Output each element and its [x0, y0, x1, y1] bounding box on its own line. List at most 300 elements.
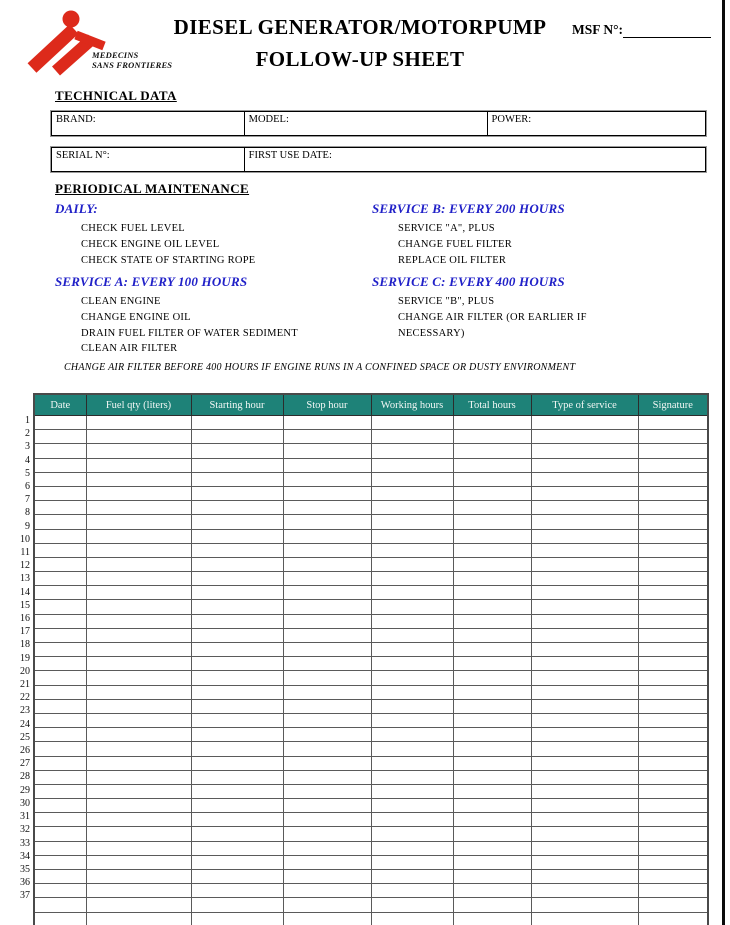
log-cell — [531, 898, 638, 912]
log-cell — [638, 430, 708, 444]
log-cell — [638, 586, 708, 600]
log-cell — [453, 444, 531, 458]
log-table-row — [34, 742, 708, 756]
log-table — [33, 393, 709, 925]
log-cell — [283, 870, 371, 884]
log-cell — [638, 657, 708, 671]
log-table-row — [34, 515, 708, 529]
log-cell — [638, 884, 708, 898]
log-cell — [531, 614, 638, 628]
technical-data-heading: TECHNICAL DATA — [55, 88, 177, 103]
log-cell — [531, 813, 638, 827]
log-cell — [86, 614, 191, 628]
log-cell — [371, 486, 453, 500]
maintenance-item: CHANGE AIR FILTER (OR EARLIER IF — [398, 311, 587, 323]
log-cell — [371, 430, 453, 444]
log-cell — [453, 799, 531, 813]
log-cell — [191, 884, 283, 898]
log-cell — [638, 444, 708, 458]
log-cell — [531, 799, 638, 813]
log-cell — [531, 643, 638, 657]
log-table-row — [34, 770, 708, 784]
log-cell — [283, 898, 371, 912]
log-table-row — [34, 600, 708, 614]
log-cell — [531, 557, 638, 571]
log-cell — [453, 784, 531, 798]
log-cell — [453, 685, 531, 699]
log-cell — [283, 557, 371, 571]
log-cell — [191, 557, 283, 571]
log-table-row — [34, 472, 708, 486]
log-cell — [453, 742, 531, 756]
log-cell — [191, 799, 283, 813]
log-cell — [531, 671, 638, 685]
log-cell — [34, 472, 86, 486]
log-cell — [191, 713, 283, 727]
log-cell — [86, 884, 191, 898]
log-row-number: 23 — [20, 705, 30, 717]
log-cell — [638, 643, 708, 657]
log-cell — [191, 855, 283, 869]
log-cell — [638, 784, 708, 798]
log-cell — [371, 572, 453, 586]
log-cell — [371, 529, 453, 543]
log-column-header: Signature — [638, 394, 708, 416]
log-cell — [453, 643, 531, 657]
log-cell — [531, 855, 638, 869]
log-cell — [86, 529, 191, 543]
log-table-row — [34, 799, 708, 813]
log-cell — [638, 614, 708, 628]
log-cell — [283, 699, 371, 713]
log-cell — [638, 841, 708, 855]
log-table-row — [34, 841, 708, 855]
log-cell — [283, 486, 371, 500]
log-cell — [531, 784, 638, 798]
log-table-row — [34, 501, 708, 515]
log-cell — [531, 543, 638, 557]
log-cell — [638, 855, 708, 869]
log-cell — [34, 898, 86, 912]
log-table-row — [34, 671, 708, 685]
log-table-body — [34, 416, 708, 925]
log-column-header: Type of service — [531, 394, 638, 416]
scan-edge-artifact — [722, 0, 725, 925]
log-cell — [531, 515, 638, 529]
log-cell — [34, 770, 86, 784]
log-cell — [531, 572, 638, 586]
log-cell — [453, 416, 531, 430]
periodical-maintenance-heading: PERIODICAL MAINTENANCE — [55, 181, 250, 196]
log-table-row — [34, 713, 708, 727]
log-cell — [371, 912, 453, 925]
log-cell — [638, 572, 708, 586]
log-row-number: 2 — [25, 428, 30, 440]
log-cell — [191, 685, 283, 699]
log-cell — [371, 444, 453, 458]
log-cell — [34, 713, 86, 727]
log-cell — [86, 799, 191, 813]
log-cell — [34, 827, 86, 841]
log-table-row — [34, 529, 708, 543]
log-cell — [283, 799, 371, 813]
log-cell — [191, 614, 283, 628]
log-cell — [371, 515, 453, 529]
log-cell — [191, 600, 283, 614]
log-cell — [86, 841, 191, 855]
log-cell — [638, 628, 708, 642]
log-cell — [453, 600, 531, 614]
log-cell — [638, 898, 708, 912]
log-cell — [283, 458, 371, 472]
log-cell — [371, 458, 453, 472]
log-row-number: 36 — [20, 877, 30, 889]
log-table-row — [34, 685, 708, 699]
log-cell — [34, 742, 86, 756]
log-cell — [531, 600, 638, 614]
log-cell — [34, 813, 86, 827]
msf-logo — [26, 8, 173, 82]
log-row-number: 1 — [25, 415, 30, 426]
log-cell — [86, 813, 191, 827]
log-cell — [86, 416, 191, 430]
log-table-row — [34, 557, 708, 571]
maintenance-grid — [55, 201, 707, 357]
log-cell — [86, 912, 191, 925]
log-cell — [34, 855, 86, 869]
log-column-header: Starting hour — [191, 394, 283, 416]
log-table-row — [34, 855, 708, 869]
log-cell — [371, 884, 453, 898]
log-cell — [638, 770, 708, 784]
log-cell — [86, 699, 191, 713]
power-field: POWER: — [491, 114, 532, 125]
log-cell — [453, 827, 531, 841]
log-cell — [371, 628, 453, 642]
log-table-row — [34, 898, 708, 912]
air-filter-note: CHANGE AIR FILTER BEFORE 400 HOURS IF ENGINE RUNS IN A CONFINED SPACE OR DUSTY ENVIRONMENT — [64, 362, 576, 373]
log-cell — [86, 486, 191, 500]
log-cell — [283, 515, 371, 529]
log-cell — [453, 855, 531, 869]
log-cell — [371, 557, 453, 571]
log-cell — [283, 770, 371, 784]
log-cell — [531, 742, 638, 756]
msf-number-blank-line — [623, 24, 711, 38]
service-title: SERVICE A: EVERY 100 HOURS — [55, 273, 248, 289]
log-cell — [34, 586, 86, 600]
log-cell — [34, 458, 86, 472]
log-table-row — [34, 444, 708, 458]
log-cell — [371, 728, 453, 742]
log-cell — [371, 799, 453, 813]
maintenance-item: CHECK STATE OF STARTING ROPE — [81, 254, 256, 266]
log-cell — [531, 416, 638, 430]
log-table-row — [34, 458, 708, 472]
maintenance-section — [372, 201, 707, 269]
log-cell — [638, 756, 708, 770]
log-row-number: 20 — [20, 665, 30, 677]
log-cell — [86, 458, 191, 472]
log-cell — [86, 557, 191, 571]
log-cell — [453, 501, 531, 515]
page-title — [150, 12, 570, 75]
log-cell — [191, 813, 283, 827]
log-cell — [453, 671, 531, 685]
log-cell — [191, 430, 283, 444]
log-row-number: 13 — [20, 573, 30, 585]
log-cell — [638, 416, 708, 430]
log-cell — [531, 728, 638, 742]
service-title: DAILY: — [55, 201, 98, 216]
log-row-numbers — [6, 414, 30, 903]
log-cell — [283, 543, 371, 557]
log-cell — [638, 799, 708, 813]
log-cell — [34, 884, 86, 898]
log-row-number: 35 — [20, 863, 30, 875]
log-table-row — [34, 728, 708, 742]
log-cell — [371, 898, 453, 912]
log-cell — [34, 572, 86, 586]
log-cell — [638, 501, 708, 515]
log-row-number: 28 — [20, 771, 30, 783]
log-cell — [34, 799, 86, 813]
log-cell — [191, 643, 283, 657]
log-cell — [283, 784, 371, 798]
log-cell — [86, 770, 191, 784]
log-cell — [191, 784, 283, 798]
log-cell — [34, 486, 86, 500]
log-table-row — [34, 628, 708, 642]
log-cell — [191, 472, 283, 486]
log-cell — [283, 884, 371, 898]
model-field: MODEL: — [245, 112, 488, 135]
log-cell — [86, 784, 191, 798]
log-cell — [191, 458, 283, 472]
log-cell — [531, 486, 638, 500]
technical-data-table-row2 — [51, 147, 706, 172]
log-cell — [34, 529, 86, 543]
log-cell — [453, 614, 531, 628]
log-table-row — [34, 586, 708, 600]
log-cell — [371, 600, 453, 614]
msf-number-label: MSF N°: — [572, 22, 624, 37]
log-cell — [283, 912, 371, 925]
log-table-header-row — [34, 394, 708, 416]
log-cell — [531, 870, 638, 884]
log-cell — [283, 614, 371, 628]
log-row-number: 6 — [25, 481, 30, 493]
log-cell — [453, 756, 531, 770]
log-cell — [86, 855, 191, 869]
log-cell — [34, 784, 86, 798]
log-cell — [34, 728, 86, 742]
log-cell — [371, 699, 453, 713]
log-table-row — [34, 813, 708, 827]
log-cell — [371, 657, 453, 671]
log-cell — [531, 841, 638, 855]
log-cell — [34, 600, 86, 614]
log-cell — [34, 912, 86, 925]
log-cell — [86, 685, 191, 699]
log-cell — [191, 728, 283, 742]
log-cell — [638, 543, 708, 557]
log-cell — [86, 515, 191, 529]
log-row-number: 24 — [20, 718, 30, 730]
log-cell — [283, 430, 371, 444]
log-row-number: 12 — [20, 560, 30, 572]
log-cell — [34, 643, 86, 657]
log-cell — [283, 813, 371, 827]
log-table-row — [34, 614, 708, 628]
maintenance-item: CLEAN ENGINE — [81, 295, 161, 307]
log-cell — [531, 501, 638, 515]
log-cell — [638, 472, 708, 486]
log-cell — [191, 841, 283, 855]
msf-logo-figure — [26, 8, 126, 82]
log-cell — [531, 430, 638, 444]
log-cell — [86, 586, 191, 600]
log-cell — [531, 699, 638, 713]
log-table-row — [34, 884, 708, 898]
log-cell — [531, 713, 638, 727]
log-cell — [453, 486, 531, 500]
brand-field: BRAND: — [52, 112, 245, 135]
log-cell — [283, 671, 371, 685]
log-cell — [531, 770, 638, 784]
log-cell — [531, 912, 638, 925]
log-cell — [191, 827, 283, 841]
log-cell — [531, 827, 638, 841]
log-column-header: Stop hour — [283, 394, 371, 416]
log-row-number: 19 — [20, 652, 30, 664]
log-table-row — [34, 699, 708, 713]
log-cell — [191, 529, 283, 543]
log-row-number: 21 — [20, 679, 30, 691]
log-row-number: 4 — [25, 454, 30, 466]
log-cell — [453, 728, 531, 742]
log-cell — [191, 628, 283, 642]
log-cell — [531, 586, 638, 600]
log-cell — [453, 628, 531, 642]
log-cell — [86, 430, 191, 444]
log-cell — [191, 501, 283, 515]
log-row-number: 15 — [20, 599, 30, 611]
log-cell — [191, 572, 283, 586]
log-cell — [638, 813, 708, 827]
log-cell — [453, 770, 531, 784]
log-cell — [638, 458, 708, 472]
maintenance-section — [372, 274, 707, 358]
log-cell — [86, 572, 191, 586]
log-cell — [453, 813, 531, 827]
log-cell — [453, 430, 531, 444]
log-row-number: 34 — [20, 850, 30, 862]
log-cell — [191, 657, 283, 671]
maintenance-item: CHECK ENGINE OIL LEVEL — [81, 238, 220, 250]
log-row-number: 10 — [20, 533, 30, 545]
log-cell — [531, 884, 638, 898]
log-cell — [371, 813, 453, 827]
log-cell — [371, 643, 453, 657]
log-table-row — [34, 784, 708, 798]
log-column-header: Date — [34, 394, 86, 416]
maintenance-item: SERVICE "A", PLUS — [398, 223, 495, 234]
log-cell — [638, 699, 708, 713]
log-cell — [191, 912, 283, 925]
log-cell — [86, 501, 191, 515]
log-cell — [638, 557, 708, 571]
maintenance-section — [55, 201, 372, 269]
log-cell — [531, 685, 638, 699]
log-row-number: 18 — [20, 639, 30, 651]
maintenance-item: DRAIN FUEL FILTER OF WATER SEDIMENT — [81, 327, 298, 339]
log-row-number: 7 — [25, 494, 30, 506]
log-cell — [453, 898, 531, 912]
log-column-header: Working hours — [371, 394, 453, 416]
log-cell — [86, 628, 191, 642]
log-cell — [638, 728, 708, 742]
log-cell — [638, 486, 708, 500]
log-cell — [283, 628, 371, 642]
log-cell — [283, 756, 371, 770]
log-row-number: 32 — [20, 824, 30, 836]
log-cell — [531, 529, 638, 543]
log-cell — [531, 628, 638, 642]
log-cell — [638, 827, 708, 841]
maintenance-item: CLEAN AIR FILTER — [81, 343, 178, 355]
log-cell — [34, 628, 86, 642]
serial-number-field: SERIAL N°: — [52, 148, 245, 171]
log-cell — [371, 855, 453, 869]
log-cell — [531, 657, 638, 671]
log-cell — [453, 884, 531, 898]
log-cell — [638, 742, 708, 756]
log-cell — [191, 671, 283, 685]
maintenance-item: CHECK FUEL LEVEL — [81, 223, 185, 234]
log-cell — [283, 572, 371, 586]
log-cell — [371, 501, 453, 515]
log-cell — [453, 458, 531, 472]
log-table-row — [34, 870, 708, 884]
log-cell — [86, 827, 191, 841]
log-cell — [283, 841, 371, 855]
log-cell — [86, 870, 191, 884]
log-table-row — [34, 827, 708, 841]
log-cell — [453, 870, 531, 884]
log-cell — [191, 742, 283, 756]
log-cell — [283, 444, 371, 458]
log-table-row — [34, 572, 708, 586]
log-cell — [638, 671, 708, 685]
log-cell — [86, 742, 191, 756]
log-cell — [86, 643, 191, 657]
log-cell — [371, 742, 453, 756]
log-cell — [453, 713, 531, 727]
log-table-row — [34, 657, 708, 671]
log-cell — [531, 472, 638, 486]
log-row-number: 17 — [20, 626, 30, 638]
log-cell — [34, 444, 86, 458]
log-table-row — [34, 543, 708, 557]
log-cell — [191, 486, 283, 500]
log-cell — [86, 728, 191, 742]
log-row-number: 27 — [20, 758, 30, 770]
first-use-date-field: FIRST USE DATE: — [248, 150, 332, 161]
log-cell — [283, 600, 371, 614]
log-cell — [34, 841, 86, 855]
log-cell — [34, 515, 86, 529]
